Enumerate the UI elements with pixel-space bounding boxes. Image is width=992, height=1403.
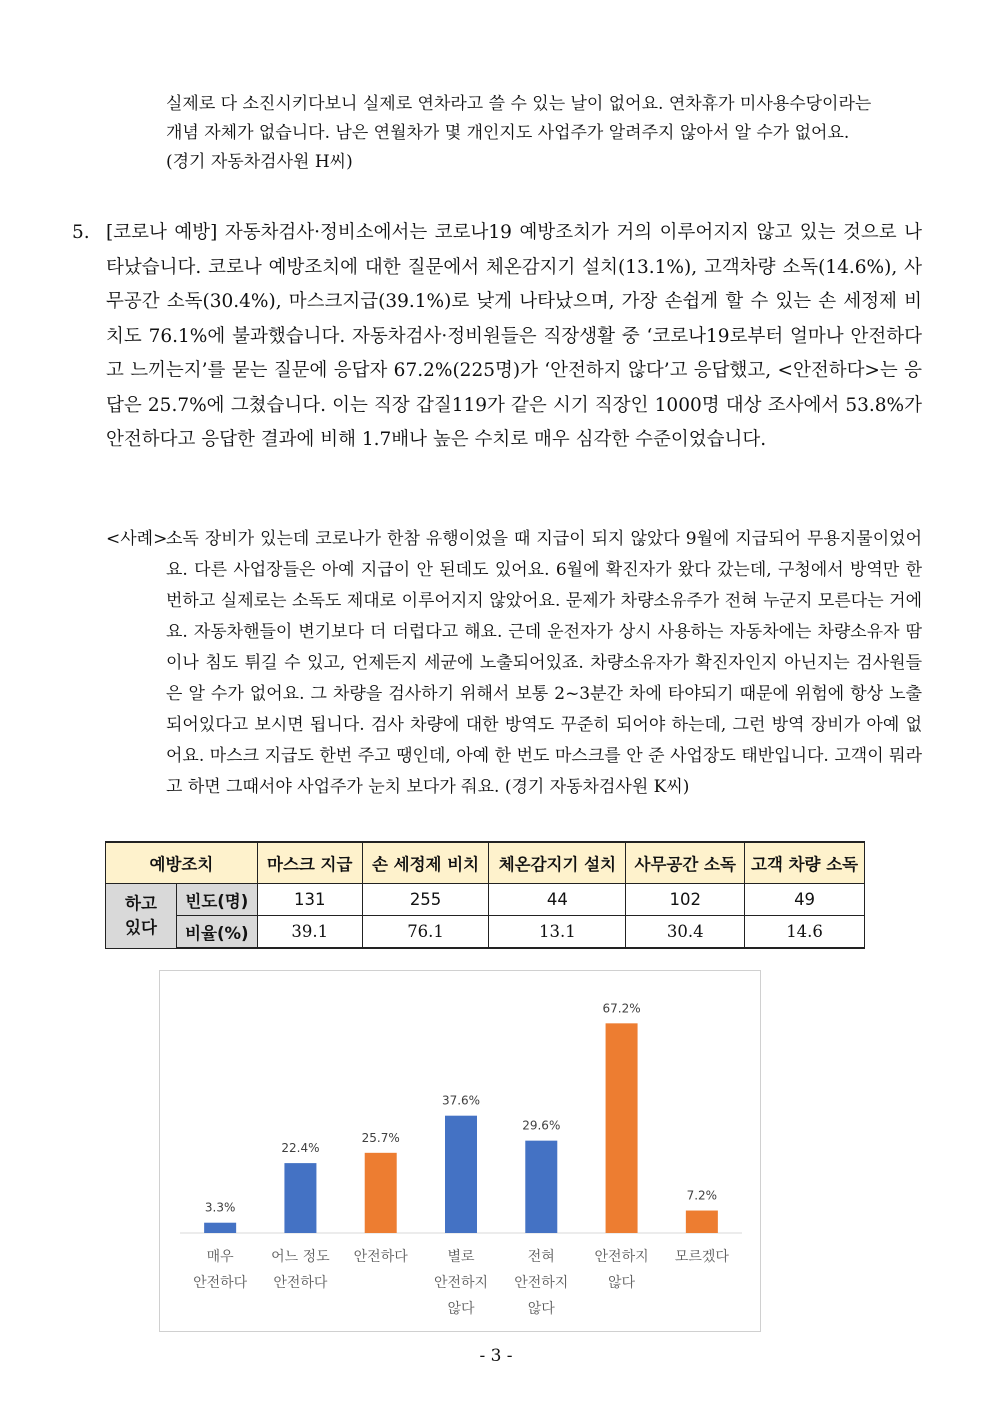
chart-category-label: 않다 xyxy=(447,1301,475,1317)
chart-data-label: 7.2% xyxy=(686,1188,718,1203)
chart-data-label: 3.3% xyxy=(204,1200,236,1215)
chart-data-label: 37.6% xyxy=(441,1093,481,1108)
chart-category-label: 않다 xyxy=(527,1301,555,1317)
table-row-label: 비율(%) xyxy=(176,916,257,949)
page-number: - 3 - xyxy=(479,1346,513,1366)
table-row xyxy=(106,884,865,916)
table-cell: 30.4 xyxy=(626,916,745,949)
quote-line: 개념 자체가 없습니다. 남은 연월차가 몇 개인지도 사업주가 알려주지 않아서 알 수가 없어요. xyxy=(166,123,850,143)
table-cell: 76.1 xyxy=(362,916,489,949)
table-column-header: 체온감지기 설치 xyxy=(489,842,626,884)
chart-bar xyxy=(204,1223,236,1233)
table-cell: 39.1 xyxy=(257,916,362,949)
chart-category-label: 전혀 xyxy=(527,1249,555,1265)
table-cell: 102 xyxy=(626,884,745,916)
safety-perception-chart xyxy=(159,970,761,1332)
chart-category-label: 별로 xyxy=(447,1249,475,1265)
quote-line: 실제로 다 소진시키다보니 실제로 연차라고 쓸 수 있는 날이 없어요. 연차휴가 미사용수당이라는 xyxy=(166,94,872,114)
chart-category-label: 모르겠다 xyxy=(674,1249,729,1265)
chart-category-label: 어느 정도 xyxy=(271,1249,330,1265)
table-header-row xyxy=(106,842,865,884)
chart-data-label: 29.6% xyxy=(522,1118,561,1133)
chart-category-label: 안전하다 xyxy=(353,1249,408,1265)
table-row-label: 빈도(명) xyxy=(176,884,257,916)
chart-bar xyxy=(606,1023,638,1233)
table-column-header: 사무공간 소독 xyxy=(626,842,745,884)
chart-svg xyxy=(160,971,760,1331)
table-row xyxy=(106,916,865,949)
table-header-label: 예방조치 xyxy=(106,842,258,884)
quote-case-h xyxy=(166,90,922,177)
chart-bar xyxy=(365,1153,397,1233)
table-group-label xyxy=(106,884,177,949)
chart-bar xyxy=(686,1211,718,1233)
case-example-k xyxy=(106,524,922,803)
group-label-line: 있다 xyxy=(125,917,157,937)
chart-bar xyxy=(445,1116,477,1233)
section-number: 5. xyxy=(72,222,90,243)
prevention-measures-table xyxy=(105,841,865,949)
table-column-header: 고객 차량 소독 xyxy=(745,842,865,884)
chart-category-label: 안전하다 xyxy=(193,1275,248,1291)
table-cell: 255 xyxy=(362,884,489,916)
chart-bar xyxy=(284,1163,316,1233)
table-column-header: 손 세정제 비치 xyxy=(362,842,489,884)
table-cell: 131 xyxy=(257,884,362,916)
chart-bar xyxy=(525,1141,557,1233)
table-cell: 44 xyxy=(489,884,626,916)
table-column-header: 마스크 지급 xyxy=(257,842,362,884)
table-cell: 14.6 xyxy=(745,916,865,949)
chart-category-label: 안전하다 xyxy=(273,1275,328,1291)
chart-data-label: 25.7% xyxy=(361,1130,400,1145)
case-tag: <사례> xyxy=(106,529,168,549)
case-body: 소독 장비가 있는데 코로나가 한참 유행이었을 때 지급이 되지 않았다 9월에 지급되어 무용지물이었어요. 다른 사업장들은 아예 지급이 안 된데도 있어요. 6월에 확진자가 왔다 갔는데, 구청에서 방역만 한 번하고 실제로는 소독도 제대로 이루어지지 않았어요. 문제가 차량소유주가 전혀 누군지 모른다는 거에요. 자동차핸들이 변기보다 더 더럽다고 해요. 근데 운전자가 상시 사용하는 자동차에는 차량소유자 땀이나 침도 튀길 수 있고, 언제든지 세균에 노출되어있죠. 차량소유자가 확진자인지 아닌지는 검사원들은 알 수가 없어요. 그 차량을 검사하기 위해서 보통 2~3분간 차에 타야되기 때문에 위험에 항상 노출되어있다고 보시면 됩니다. 검사 차량에 대한 방역도 꾸준히 되어야 하는데, 그런 방역 장비가 아예 없어요. 마스크 지급도 한번 주고 땡인데, 아예 한 번도 마스크를 안 준 사업장도 태반입니다. 고객이 뭐라고 하면 그때서야 사업주가 눈치 보다가 줘요. (경기 자동차검사원 K씨) xyxy=(166,529,922,797)
chart-category-label: 안전하지 xyxy=(594,1249,649,1265)
chart-category-label: 매우 xyxy=(206,1249,234,1265)
table-cell: 49 xyxy=(745,884,865,916)
section-body: [코로나 예방] 자동차검사·정비소에서는 코로나19 예방조치가 거의 이루어지지 않고 있는 것으로 나타났습니다. 코로나 예방조치에 대한 질문에서 체온감지기 설치(13.1%), 고객차량 소독(14.6%), 사무공간 소독(30.4%), 마스크지급(39.1%)로 낮게 나타났으며, 가장 손쉽게 할 수 있는 손 세정제 비치도 76.1%에 불과했습니다. 자동차검사·정비원들은 직장생활 중 ‘코로나19로부터 얼마나 안전하다고 느끼는지’를 묻는 질문에 응답자 67.2%(225명)가 ‘안전하지 않다’고 응답했고, <안전하다>는 응답은 25.7%에 그쳤습니다. 이는 직장 갑질119가 같은 시기 직장인 1000명 대상 조사에서 53.8%가 안전하다고 응답한 결과에 비해 1.7배나 높은 수치로 매우 심각한 수준이었습니다. xyxy=(106,222,922,450)
chart-data-label: 67.2% xyxy=(602,1001,641,1016)
section-5-corona-prevention xyxy=(72,216,922,458)
chart-data-label: 22.4% xyxy=(281,1141,320,1156)
quote-attribution: (경기 자동차검사원 H씨) xyxy=(166,152,353,172)
table-cell: 13.1 xyxy=(489,916,626,949)
chart-category-label: 안전하지 xyxy=(514,1275,569,1291)
chart-category-label: 안전하지 xyxy=(433,1275,489,1291)
chart-category-label: 않다 xyxy=(608,1275,636,1291)
group-label-line: 하고 xyxy=(125,893,157,913)
